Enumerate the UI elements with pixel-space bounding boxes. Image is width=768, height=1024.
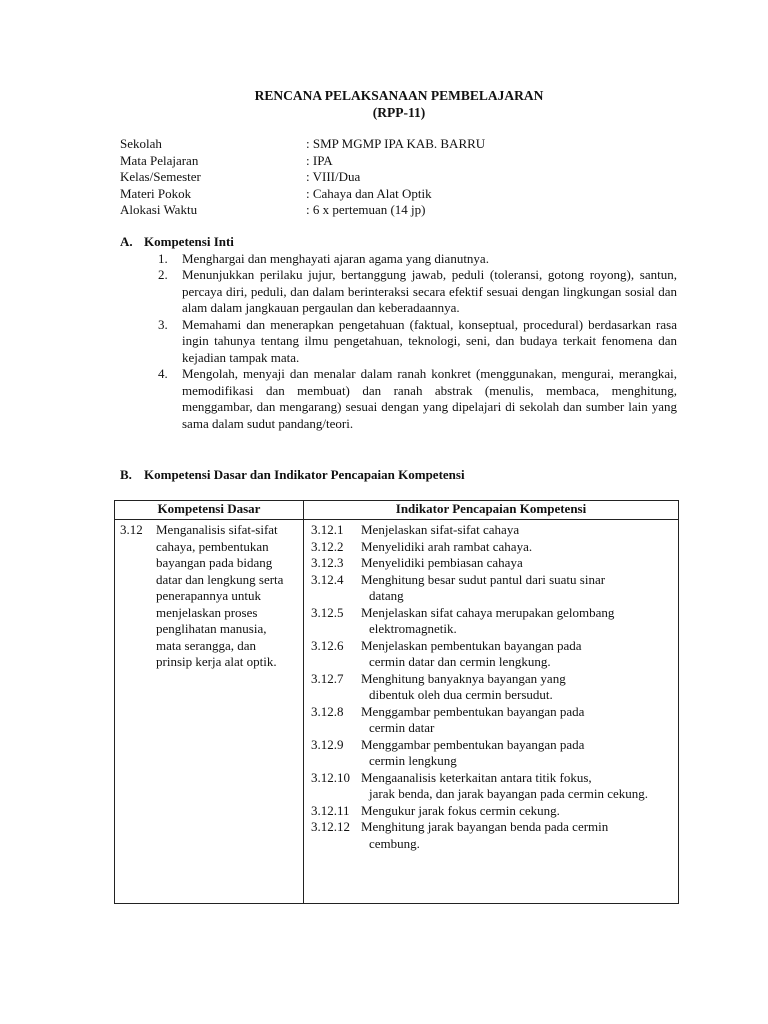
section-title: Kompetensi Inti xyxy=(144,234,234,249)
section-letter: B. xyxy=(120,467,132,482)
indicator-code: 3.12.6 xyxy=(311,637,344,653)
item-number: 3. xyxy=(158,316,168,332)
info-key: Alokasi Waktu xyxy=(120,202,198,218)
header-indikator: Indikator Pencapaian Kompetensi xyxy=(304,501,679,520)
info-key: Sekolah xyxy=(120,136,162,151)
info-row xyxy=(120,202,485,219)
indicator-text: Menjelaskan sifat-sifat cahaya xyxy=(361,522,520,537)
indicator-code: 3.12.7 xyxy=(311,670,344,686)
indicator-text: Menghitung besar sudut pantul dari suatu sinar xyxy=(361,571,606,587)
indicator-item xyxy=(311,638,671,671)
section-heading xyxy=(120,467,680,484)
indicator-code: 3.12.12 xyxy=(311,819,350,834)
info-value: : IPA xyxy=(306,152,333,168)
indicator-text-cont: datang xyxy=(369,588,404,603)
header-kompetensi-dasar: Kompetensi Dasar xyxy=(115,501,304,520)
info-value: : SMP MGMP IPA KAB. BARRU xyxy=(306,136,486,151)
item-number: 4. xyxy=(158,366,168,381)
item-text: Memahami dan menerapkan pengetahuan (faktual, konseptual, procedural) berdasarkan rasa ingin tahunya tentang ilmu pengetahuan, teknologi, seni, dan budaya terkait fenomena dan kejadian tampak mata. xyxy=(182,316,677,365)
indicator-code: 3.12.9 xyxy=(311,736,344,752)
info-row xyxy=(120,186,485,203)
competency-table xyxy=(114,500,679,904)
item-text: Menghargai dan menghayati ajaran agama yang dianutnya. xyxy=(182,250,489,266)
indicator-item xyxy=(311,555,671,572)
indicator-text-cont: cembung. xyxy=(369,835,420,851)
indicator-item xyxy=(311,803,671,820)
indicator-item xyxy=(311,737,671,770)
kd-cell xyxy=(115,520,304,904)
section-letter: A. xyxy=(120,234,133,249)
info-key: Materi Pokok xyxy=(120,185,192,201)
indicator-item xyxy=(311,770,671,803)
title-line-2: (RPP-11) xyxy=(372,105,426,120)
list-item xyxy=(120,366,677,432)
info-key: Kelas/Semester xyxy=(120,169,201,185)
kd-text: Menganalisis sifat-sifat cahaya, pembentukan bayangan pada bidang datar dan lengkung serta penerapannya untuk menjelaskan proses penglihatan manusia, mata serangga, dan prinsip kerja alat optik. xyxy=(156,522,284,669)
indicator-item xyxy=(311,572,671,605)
indicator-text-cont: cermin datar xyxy=(369,720,435,735)
section-heading xyxy=(120,234,677,251)
indicator-text: Menghitung banyaknya bayangan yang xyxy=(361,670,566,686)
item-number: 2. xyxy=(158,267,168,282)
indicator-text: Menyelidiki pembiasan cahaya xyxy=(361,555,523,570)
table-row xyxy=(115,520,679,904)
indicator-code: 3.12.4 xyxy=(311,571,344,587)
indicator-text-cont: cermin datar dan cermin lengkung. xyxy=(369,654,551,669)
info-value: : Cahaya dan Alat Optik xyxy=(306,185,432,201)
info-row xyxy=(120,136,485,153)
indicator-text: Menjelaskan sifat cahaya merupakan gelombang xyxy=(361,604,615,620)
indicator-item xyxy=(311,819,671,852)
indicator-text: Mengukur jarak fokus cermin cekung. xyxy=(361,802,560,818)
indicator-text: Menyelidiki arah rambat cahaya. xyxy=(361,538,533,554)
section-title: Kompetensi Dasar dan Indikator Pencapaian Kompetensi xyxy=(144,467,465,482)
indicator-code: 3.12.2 xyxy=(311,538,344,554)
indicator-text: Menggambar pembentukan bayangan pada xyxy=(361,703,585,719)
indicator-text-cont: jarak benda, dan jarak bayangan pada cermin cekung. xyxy=(369,786,649,801)
indicator-text: Menjelaskan pembentukan bayangan pada xyxy=(361,637,582,653)
list-item xyxy=(120,317,677,367)
indicator-item xyxy=(311,671,671,704)
indicator-code: 3.12.8 xyxy=(311,703,344,719)
indicator-text: Mengaanalisis keterkaitan antara titik fokus, xyxy=(361,769,592,785)
identity-table xyxy=(120,136,485,219)
indicator-cell xyxy=(304,520,679,904)
list-item xyxy=(120,267,677,317)
section-kompetensi-dasar xyxy=(120,467,680,484)
info-row xyxy=(120,169,485,186)
indicator-text-cont: dibentuk oleh dua cermin bersudut. xyxy=(369,687,553,702)
table-header-row xyxy=(115,501,679,520)
list-item xyxy=(120,251,677,268)
item-text: Mengolah, menyaji dan menalar dalam ranah konkret (menggunakan, mengurai, merangkai, memodifikasi dan membuat) dan ranah abstrak (menulis, membaca, menghitung, menggambar, dan mengarang) sesuai dengan yang dipelajari di sekolah dan sumber lain yang sama dalam sudut pandang/teori. xyxy=(182,366,677,431)
item-text: Menunjukkan perilaku jujur, bertanggung jawab, peduli (toleransi, gotong royong), santun, percaya diri, peduli, dan dalam berinteraksi secara efektif sesuai dengan lingkungan sosial dan alam dalam jangkauan pergaulan dan keberadaannya. xyxy=(182,267,677,315)
indicator-code: 3.12.10 xyxy=(311,769,350,785)
indicator-item xyxy=(311,539,671,556)
indicator-code: 3.12.5 xyxy=(311,604,344,620)
indicator-item xyxy=(311,704,671,737)
info-value: : VIII/Dua xyxy=(306,169,361,185)
indicator-code: 3.12.1 xyxy=(311,522,344,537)
indicator-item xyxy=(311,522,671,539)
section-kompetensi-inti xyxy=(120,234,677,432)
info-key: Mata Pelajaran xyxy=(120,152,199,168)
item-number: 1. xyxy=(158,250,168,266)
kd-code: 3.12 xyxy=(120,522,143,537)
indicator-code: 3.12.11 xyxy=(311,802,350,818)
indicator-text: Menggambar pembentukan bayangan pada xyxy=(361,736,585,752)
indicator-list xyxy=(305,521,677,852)
indicator-text: Menghitung jarak bayangan benda pada cermin xyxy=(361,819,609,834)
indicator-code: 3.12.3 xyxy=(311,555,344,570)
indicator-item xyxy=(311,605,671,638)
info-value: : 6 x pertemuan (14 jp) xyxy=(306,202,426,218)
title-line-1: RENCANA PELAKSANAAN PEMBELAJARAN xyxy=(254,88,544,103)
indicator-text-cont: elektromagnetik. xyxy=(369,621,457,636)
indicator-text-cont: cermin lengkung xyxy=(369,753,457,768)
document-title xyxy=(0,87,768,121)
kompetensi-inti-list xyxy=(120,251,677,433)
info-row xyxy=(120,153,485,170)
